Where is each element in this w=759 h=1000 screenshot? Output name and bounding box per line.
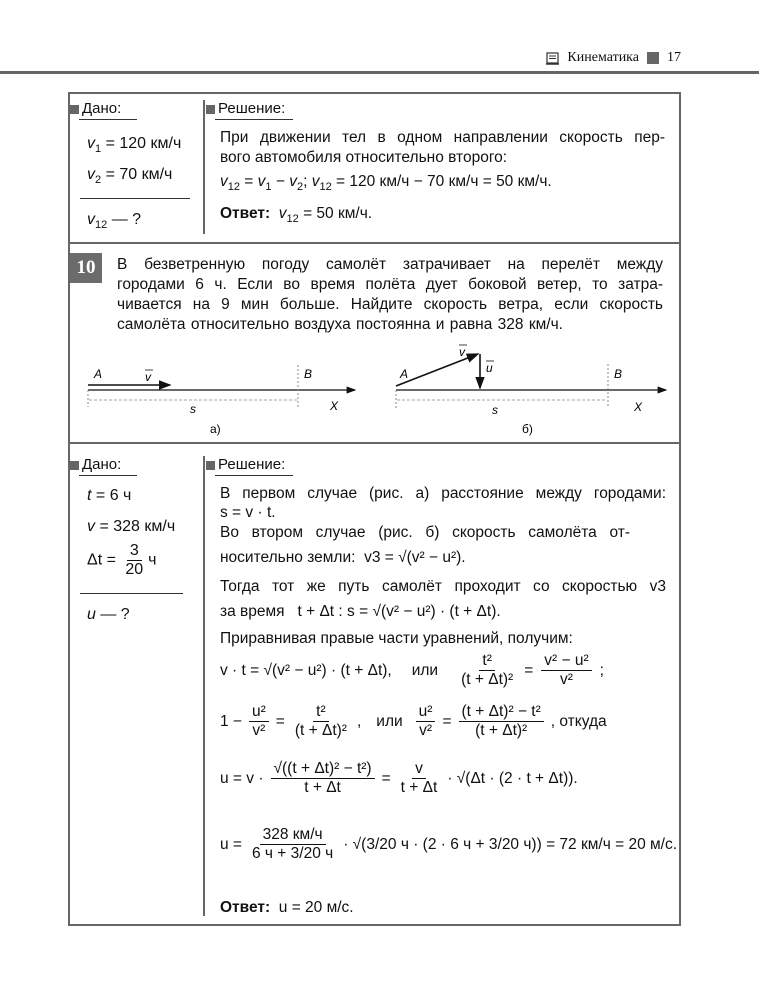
fig-a-label-A: A <box>94 367 103 381</box>
p9-solution-label: Решение: <box>206 100 285 117</box>
time-formula: t + Δt : s = √(v² − u²) · (t + Δt). <box>297 603 501 620</box>
p10-sol-line2: s = v · t. <box>220 504 276 521</box>
p10-sol-line1: В первом случае (рис. а) расстояние между городами: <box>220 485 666 502</box>
p10-text-line2: городами 6 ч. Если во время полёта дует боковой ветер, то затра- <box>117 276 663 293</box>
p10-solution-label: Решение: <box>206 456 285 473</box>
content-frame <box>68 92 681 926</box>
fig-b-label-s: s <box>492 403 498 417</box>
p10-column-rule <box>203 456 205 916</box>
p9-given-v2: $v_2 = 70$ км/ч <box>87 166 173 187</box>
p10-text-line4: самолёта относительно воздуха постоянна и равна 328 км/ч. <box>117 316 563 333</box>
p10-text-line3: чивается на 9 мин больше. Найдите скорость ветра, если скорость <box>117 296 663 313</box>
p10-given-dt: Δt = $\frac{3}{20}$ ч <box>87 542 157 578</box>
p10-text-line1: В безветренную погоду самолёт затрачивает на перелёт между <box>117 256 663 273</box>
equation-2: 1 − $\frac{\text{u²}}{\text{v²}}$ = $\frac{\text{t²}}{\text{(t + Δt)²}}$ , или $\frac{\text{u²}}{\text{v²}}$ = $\frac{\text{(t + Δt)² − t²}}{\text{(t + Δt)²}}$ , откуда <box>220 703 607 739</box>
fig-b-label-B: B <box>614 367 623 381</box>
fig-b-caption: б) <box>522 422 533 436</box>
p9-solution-underline <box>215 119 293 120</box>
fig-b-label-v: v <box>459 345 465 359</box>
p9-formula: $v_{12} = v_1 - v_2$; $v_{12} = 120$ км/ч − 70 км/ч = 50 км/ч. <box>220 173 552 194</box>
fig-b-label-X: X <box>634 400 643 414</box>
header-square <box>647 52 659 64</box>
fig-a-label-s: s <box>190 402 196 416</box>
p10-solution-underline <box>215 475 293 476</box>
p9-given-label: Дано: <box>70 100 121 117</box>
p9-find-rule <box>80 198 190 199</box>
fig-b-label-A: A <box>400 367 409 381</box>
p10-sol-line4: носительно земли: v3 = √(v² − u²). <box>220 549 466 566</box>
page-number: 17 <box>667 50 681 65</box>
p10-given-v: v = 328 км/ч <box>87 518 176 535</box>
p10-given-underline <box>79 475 137 476</box>
p10-find-rule <box>80 593 183 594</box>
v3-formula: v3 = √(v² − u²). <box>364 549 466 566</box>
p10-given-label: Дано: <box>70 456 121 473</box>
problem-number-badge: 10 <box>70 253 102 283</box>
header-rule <box>0 71 759 74</box>
problem-divider <box>68 242 681 244</box>
p10-find: u — ? <box>87 606 130 623</box>
fig-a-label-B: B <box>304 367 313 381</box>
equation-4: u = $\frac{328 км/ч}{6 ч + 3/20 ч}$ · √(3/20 ч · (2 · 6 ч + 3/20 ч)) = 72 км/ч = 20 м/с. <box>220 826 678 862</box>
p9-text-line2: вого автомобиля относительно второго: <box>220 149 508 166</box>
p9-given-v1: $v_1 = 120$ км/ч <box>87 135 182 156</box>
p9-column-rule <box>203 100 205 234</box>
p9-given-underline <box>79 119 137 120</box>
p10-given-t: t = 6 ч <box>87 487 132 504</box>
p10-answer: Ответ: u = 20 м/с. <box>220 899 354 916</box>
fig-a-label-X: X <box>330 399 339 413</box>
equation-3: u = v · $\frac{\text{√((t + Δt)² − t²)}}{t + \Delta t}$ = $\frac{v}{t + \Delta t}$ · √(Δt · (2 · t + Δt)). <box>220 760 578 796</box>
p9-answer: Ответ: $v_{12} = 50$ км/ч. <box>220 205 373 226</box>
p9-find: $v_{12}$ — ? <box>87 211 142 232</box>
fig-a-label-v: v <box>145 370 151 384</box>
fig-a-caption: а) <box>210 422 221 436</box>
figure-divider <box>68 442 681 444</box>
p10-sol-line6: за время t + Δt : s = √(v² − u²) · (t + Δt). <box>220 603 501 620</box>
fig-b-label-u: u <box>486 361 493 375</box>
p10-sol-line5: Тогда тот же путь самолёт проходит со скоростью v3 <box>220 578 666 595</box>
p9-text-line1: При движении тел в одном направлении скорость пер- <box>220 129 665 146</box>
fig-b-velocity-arrow <box>396 354 478 386</box>
running-header <box>546 50 681 66</box>
p10-sol-line7: Приравнивая правые части уравнений, получим: <box>220 630 573 647</box>
book-icon <box>546 52 559 65</box>
chapter-title: Кинематика <box>567 50 639 65</box>
equation-1: v · t = √(v² − u²) · (t + Δt), или $\frac{\text{t²}}{\text{(t + Δt)²}}$ = $\frac{\text{v² − u²}}{\text{v²}}$ ; <box>220 652 604 688</box>
figure-a <box>80 355 370 440</box>
p10-sol-line3: Во втором случае (рис. б) скорость самолёта от- <box>220 524 630 541</box>
figure-b <box>388 342 678 440</box>
